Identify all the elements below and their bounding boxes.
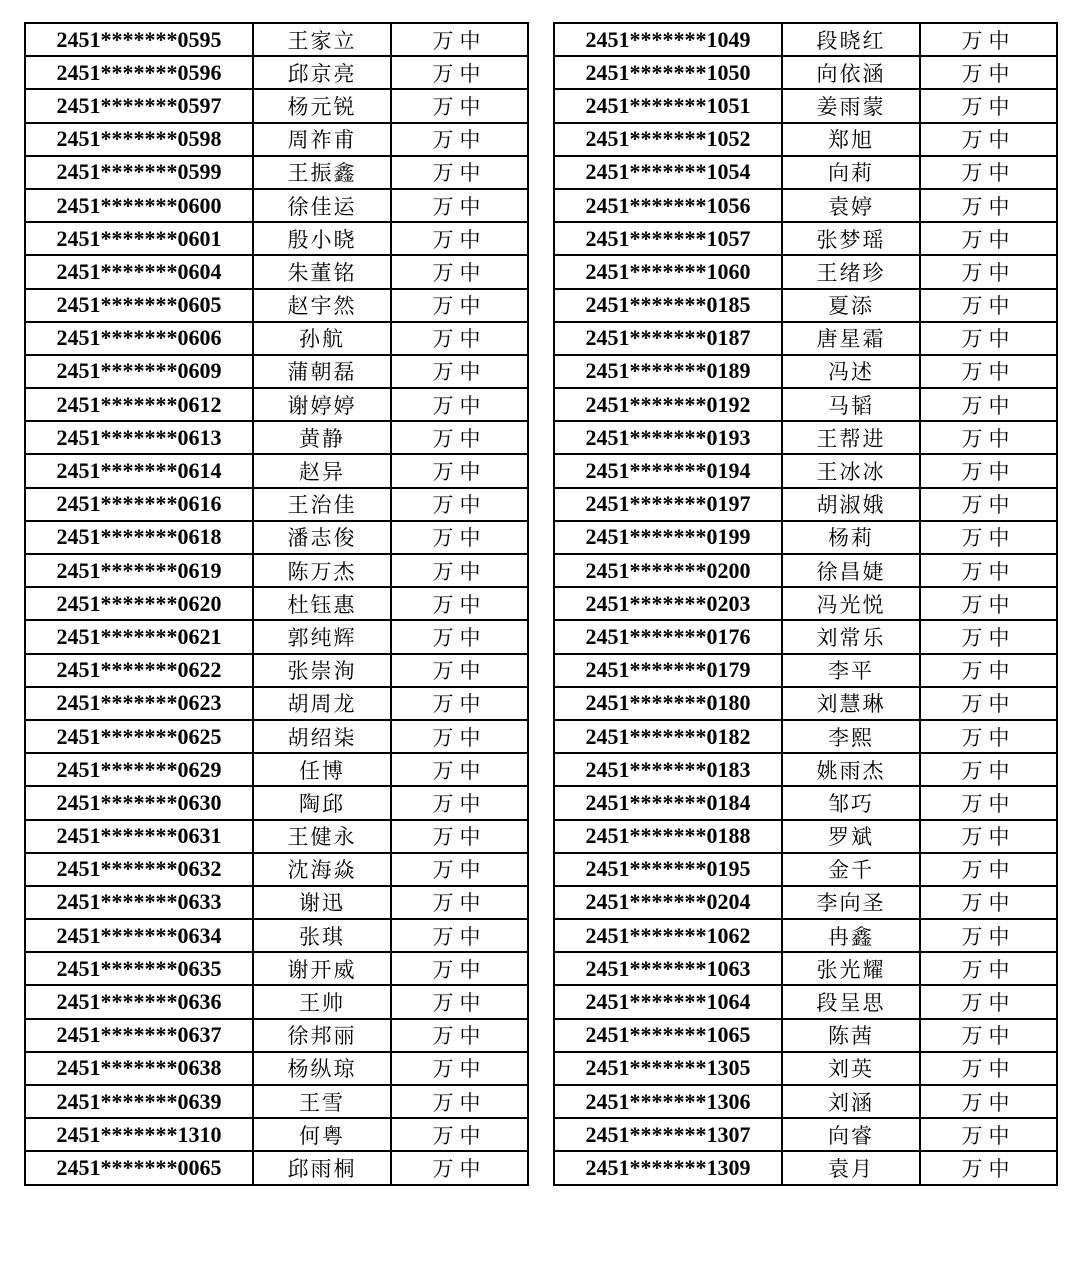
school-cell: 万中 — [920, 189, 1057, 222]
exam-id-cell: 2451*******1064 — [554, 985, 782, 1018]
student-name-cell: 郑旭 — [782, 123, 920, 156]
student-name-cell: 马韬 — [782, 388, 920, 421]
table-row — [25, 488, 528, 521]
school-cell: 万中 — [920, 289, 1057, 322]
school-cell: 万中 — [920, 454, 1057, 487]
table-row — [554, 554, 1057, 587]
table-row — [554, 985, 1057, 1018]
student-name-cell: 胡淑娥 — [782, 488, 920, 521]
table-row — [554, 620, 1057, 653]
student-name-cell: 刘慧琳 — [782, 687, 920, 720]
school-cell: 万中 — [920, 1151, 1057, 1184]
student-name-cell: 蒲朝磊 — [253, 355, 391, 388]
school-cell: 万中 — [920, 886, 1057, 919]
exam-id-cell: 2451*******0634 — [25, 919, 253, 952]
exam-id-cell: 2451*******0629 — [25, 753, 253, 786]
table-row — [25, 454, 528, 487]
table-row — [554, 222, 1057, 255]
table-row — [554, 56, 1057, 89]
table-row — [554, 820, 1057, 853]
school-cell: 万中 — [920, 255, 1057, 288]
table-row — [25, 886, 528, 919]
table-row — [554, 919, 1057, 952]
exam-id-cell: 2451*******1306 — [554, 1085, 782, 1118]
school-cell: 万中 — [920, 222, 1057, 255]
school-cell: 万中 — [920, 56, 1057, 89]
table-row — [25, 255, 528, 288]
school-cell: 万中 — [391, 753, 528, 786]
table-row — [25, 388, 528, 421]
table-row — [554, 753, 1057, 786]
student-name-cell: 张光耀 — [782, 952, 920, 985]
table-row — [554, 1151, 1057, 1184]
table-row — [25, 56, 528, 89]
table-row — [554, 89, 1057, 122]
table-row — [25, 289, 528, 322]
school-cell: 万中 — [920, 786, 1057, 819]
student-name-cell: 赵异 — [253, 454, 391, 487]
school-cell: 万中 — [920, 23, 1057, 56]
school-cell: 万中 — [391, 654, 528, 687]
exam-id-cell: 2451*******1309 — [554, 1151, 782, 1184]
student-name-cell: 徐邦丽 — [253, 1019, 391, 1052]
table-row — [554, 786, 1057, 819]
student-name-cell: 唐星霜 — [782, 322, 920, 355]
exam-id-cell: 2451*******0625 — [25, 720, 253, 753]
table-row — [25, 1019, 528, 1052]
school-cell: 万中 — [391, 488, 528, 521]
school-cell: 万中 — [391, 952, 528, 985]
exam-id-cell: 2451*******0601 — [25, 222, 253, 255]
student-name-cell: 袁婷 — [782, 189, 920, 222]
table-row — [25, 654, 528, 687]
exam-id-cell: 2451*******0606 — [25, 322, 253, 355]
student-name-cell: 郭纯辉 — [253, 620, 391, 653]
exam-id-cell: 2451*******0188 — [554, 820, 782, 853]
table-row — [554, 388, 1057, 421]
student-name-cell: 罗斌 — [782, 820, 920, 853]
table-row — [554, 454, 1057, 487]
student-name-cell: 胡周龙 — [253, 687, 391, 720]
table-row — [25, 23, 528, 56]
student-name-cell: 陈万杰 — [253, 554, 391, 587]
table-row — [554, 720, 1057, 753]
exam-id-cell: 2451*******0596 — [25, 56, 253, 89]
student-name-cell: 何粤 — [253, 1118, 391, 1151]
student-name-cell: 任博 — [253, 753, 391, 786]
table-row — [25, 820, 528, 853]
school-cell: 万中 — [920, 156, 1057, 189]
exam-id-cell: 2451*******0614 — [25, 454, 253, 487]
table-row — [25, 687, 528, 720]
school-cell: 万中 — [391, 820, 528, 853]
table-row — [554, 654, 1057, 687]
table-row — [554, 23, 1057, 56]
school-cell: 万中 — [920, 421, 1057, 454]
exam-id-cell: 2451*******0179 — [554, 654, 782, 687]
exam-id-cell: 2451*******0604 — [25, 255, 253, 288]
table-row — [25, 1151, 528, 1184]
school-cell: 万中 — [391, 886, 528, 919]
school-cell: 万中 — [920, 654, 1057, 687]
table-row — [25, 156, 528, 189]
student-name-cell: 谢迅 — [253, 886, 391, 919]
student-name-cell: 孙航 — [253, 322, 391, 355]
school-cell: 万中 — [920, 1052, 1057, 1085]
exam-id-cell: 2451*******0599 — [25, 156, 253, 189]
student-name-cell: 袁月 — [782, 1151, 920, 1184]
exam-id-cell: 2451*******0612 — [25, 388, 253, 421]
table-row — [25, 1118, 528, 1151]
student-name-cell: 刘涵 — [782, 1085, 920, 1118]
table-row — [25, 753, 528, 786]
table-row — [554, 521, 1057, 554]
exam-id-cell: 2451*******0605 — [25, 289, 253, 322]
student-name-cell: 杨莉 — [782, 521, 920, 554]
table-row — [554, 421, 1057, 454]
school-cell: 万中 — [391, 554, 528, 587]
school-cell: 万中 — [920, 687, 1057, 720]
school-cell: 万中 — [391, 919, 528, 952]
school-cell: 万中 — [920, 587, 1057, 620]
table-row — [554, 255, 1057, 288]
exam-id-cell: 2451*******0631 — [25, 820, 253, 853]
school-cell: 万中 — [391, 322, 528, 355]
student-name-cell: 王健永 — [253, 820, 391, 853]
school-cell: 万中 — [391, 521, 528, 554]
school-cell: 万中 — [391, 255, 528, 288]
exam-id-cell: 2451*******1307 — [554, 1118, 782, 1151]
student-name-cell: 沈海焱 — [253, 853, 391, 886]
exam-id-cell: 2451*******0637 — [25, 1019, 253, 1052]
table-row — [25, 355, 528, 388]
school-cell: 万中 — [920, 1118, 1057, 1151]
exam-id-cell: 2451*******0597 — [25, 89, 253, 122]
school-cell: 万中 — [391, 123, 528, 156]
table-row — [554, 587, 1057, 620]
table-row — [25, 1085, 528, 1118]
student-name-cell: 周祚甫 — [253, 123, 391, 156]
exam-id-cell: 2451*******0065 — [25, 1151, 253, 1184]
student-name-cell: 刘常乐 — [782, 620, 920, 653]
table-row — [554, 952, 1057, 985]
student-name-cell: 邱雨桐 — [253, 1151, 391, 1184]
table-row — [25, 421, 528, 454]
table-row — [25, 720, 528, 753]
student-name-cell: 杨元锐 — [253, 89, 391, 122]
exam-id-cell: 2451*******0176 — [554, 620, 782, 653]
school-cell: 万中 — [920, 720, 1057, 753]
exam-id-cell: 2451*******1054 — [554, 156, 782, 189]
school-cell: 万中 — [391, 1118, 528, 1151]
school-cell: 万中 — [920, 1085, 1057, 1118]
exam-id-cell: 2451*******0189 — [554, 355, 782, 388]
table-row — [554, 189, 1057, 222]
school-cell: 万中 — [391, 687, 528, 720]
school-cell: 万中 — [391, 222, 528, 255]
table-row — [554, 1052, 1057, 1085]
student-name-cell: 金千 — [782, 853, 920, 886]
school-cell: 万中 — [391, 720, 528, 753]
school-cell: 万中 — [920, 820, 1057, 853]
roster-table-right — [553, 22, 1058, 1186]
exam-id-cell: 2451*******0197 — [554, 488, 782, 521]
roster-body-right — [554, 23, 1057, 1185]
table-row — [554, 322, 1057, 355]
school-cell: 万中 — [391, 56, 528, 89]
student-name-cell: 陈茜 — [782, 1019, 920, 1052]
table-row — [25, 189, 528, 222]
exam-id-cell: 2451*******0203 — [554, 587, 782, 620]
student-name-cell: 黄静 — [253, 421, 391, 454]
exam-id-cell: 2451*******1062 — [554, 919, 782, 952]
student-name-cell: 杜钰惠 — [253, 587, 391, 620]
school-cell: 万中 — [920, 753, 1057, 786]
exam-id-cell: 2451*******0195 — [554, 853, 782, 886]
student-name-cell: 徐昌婕 — [782, 554, 920, 587]
exam-id-cell: 2451*******1063 — [554, 952, 782, 985]
exam-id-cell: 2451*******1057 — [554, 222, 782, 255]
school-cell: 万中 — [391, 89, 528, 122]
student-name-cell: 王治佳 — [253, 488, 391, 521]
exam-id-cell: 2451*******0199 — [554, 521, 782, 554]
exam-id-cell: 2451*******0613 — [25, 421, 253, 454]
exam-id-cell: 2451*******0185 — [554, 289, 782, 322]
student-name-cell: 夏添 — [782, 289, 920, 322]
student-name-cell: 刘英 — [782, 1052, 920, 1085]
school-cell: 万中 — [920, 123, 1057, 156]
school-cell: 万中 — [391, 421, 528, 454]
table-row — [25, 786, 528, 819]
table-row — [25, 853, 528, 886]
student-name-cell: 王冰冰 — [782, 454, 920, 487]
exam-id-cell: 2451*******0619 — [25, 554, 253, 587]
table-row — [25, 89, 528, 122]
school-cell: 万中 — [391, 1151, 528, 1184]
student-name-cell: 冯光悦 — [782, 587, 920, 620]
student-name-cell: 段晓红 — [782, 23, 920, 56]
school-cell: 万中 — [920, 521, 1057, 554]
school-cell: 万中 — [391, 1052, 528, 1085]
student-name-cell: 王帅 — [253, 985, 391, 1018]
student-name-cell: 李平 — [782, 654, 920, 687]
exam-id-cell: 2451*******0182 — [554, 720, 782, 753]
student-name-cell: 王雪 — [253, 1085, 391, 1118]
table-row — [554, 156, 1057, 189]
exam-id-cell: 2451*******0595 — [25, 23, 253, 56]
student-name-cell: 姚雨杰 — [782, 753, 920, 786]
student-name-cell: 潘志俊 — [253, 521, 391, 554]
exam-id-cell: 2451*******1065 — [554, 1019, 782, 1052]
student-name-cell: 王振鑫 — [253, 156, 391, 189]
exam-id-cell: 2451*******0193 — [554, 421, 782, 454]
school-cell: 万中 — [391, 985, 528, 1018]
student-name-cell: 张崇洵 — [253, 654, 391, 687]
school-cell: 万中 — [391, 1085, 528, 1118]
school-cell: 万中 — [920, 488, 1057, 521]
table-row — [554, 1118, 1057, 1151]
table-row — [25, 222, 528, 255]
exam-id-cell: 2451*******0194 — [554, 454, 782, 487]
exam-id-cell: 2451*******0598 — [25, 123, 253, 156]
school-cell: 万中 — [920, 985, 1057, 1018]
table-row — [554, 355, 1057, 388]
table-row — [554, 1019, 1057, 1052]
student-name-cell: 朱董铭 — [253, 255, 391, 288]
school-cell: 万中 — [391, 189, 528, 222]
student-name-cell: 冯述 — [782, 355, 920, 388]
table-row — [25, 322, 528, 355]
exam-id-cell: 2451*******1050 — [554, 56, 782, 89]
school-cell: 万中 — [391, 289, 528, 322]
exam-id-cell: 2451*******0632 — [25, 853, 253, 886]
exam-id-cell: 2451*******0623 — [25, 687, 253, 720]
exam-id-cell: 2451*******0630 — [25, 786, 253, 819]
school-cell: 万中 — [391, 620, 528, 653]
student-name-cell: 殷小晓 — [253, 222, 391, 255]
table-row — [25, 952, 528, 985]
school-cell: 万中 — [391, 1019, 528, 1052]
exam-id-cell: 2451*******1056 — [554, 189, 782, 222]
school-cell: 万中 — [920, 620, 1057, 653]
student-name-cell: 段呈思 — [782, 985, 920, 1018]
school-cell: 万中 — [391, 388, 528, 421]
roster-table-left — [24, 22, 529, 1186]
school-cell: 万中 — [920, 952, 1057, 985]
student-name-cell: 王帮进 — [782, 421, 920, 454]
exam-id-cell: 2451*******0616 — [25, 488, 253, 521]
school-cell: 万中 — [391, 23, 528, 56]
table-row — [554, 123, 1057, 156]
school-cell: 万中 — [920, 388, 1057, 421]
student-name-cell: 向莉 — [782, 156, 920, 189]
table-row — [25, 554, 528, 587]
student-name-cell: 李熙 — [782, 720, 920, 753]
exam-id-cell: 2451*******1052 — [554, 123, 782, 156]
table-row — [554, 1085, 1057, 1118]
table-row — [25, 919, 528, 952]
school-cell: 万中 — [920, 554, 1057, 587]
student-name-cell: 邱京亮 — [253, 56, 391, 89]
student-name-cell: 杨纵琼 — [253, 1052, 391, 1085]
exam-id-cell: 2451*******0200 — [554, 554, 782, 587]
student-name-cell: 李向圣 — [782, 886, 920, 919]
exam-id-cell: 2451*******1305 — [554, 1052, 782, 1085]
table-row — [554, 488, 1057, 521]
roster-body-left — [25, 23, 528, 1185]
exam-id-cell: 2451*******0622 — [25, 654, 253, 687]
exam-id-cell: 2451*******1310 — [25, 1118, 253, 1151]
student-name-cell: 冉鑫 — [782, 919, 920, 952]
student-name-cell: 向睿 — [782, 1118, 920, 1151]
school-cell: 万中 — [391, 786, 528, 819]
exam-id-cell: 2451*******0635 — [25, 952, 253, 985]
school-cell: 万中 — [920, 322, 1057, 355]
table-row — [554, 289, 1057, 322]
exam-id-cell: 2451*******1051 — [554, 89, 782, 122]
exam-id-cell: 2451*******0204 — [554, 886, 782, 919]
student-name-cell: 谢婷婷 — [253, 388, 391, 421]
school-cell: 万中 — [391, 355, 528, 388]
school-cell: 万中 — [920, 89, 1057, 122]
school-cell: 万中 — [391, 156, 528, 189]
school-cell: 万中 — [920, 1019, 1057, 1052]
student-name-cell: 赵宇然 — [253, 289, 391, 322]
student-name-cell: 张琪 — [253, 919, 391, 952]
student-name-cell: 邹巧 — [782, 786, 920, 819]
exam-id-cell: 2451*******0187 — [554, 322, 782, 355]
exam-id-cell: 2451*******0618 — [25, 521, 253, 554]
table-row — [25, 587, 528, 620]
student-name-cell: 胡绍柒 — [253, 720, 391, 753]
student-name-cell: 王绪珍 — [782, 255, 920, 288]
table-row — [25, 1052, 528, 1085]
school-cell: 万中 — [920, 919, 1057, 952]
student-name-cell: 向依涵 — [782, 56, 920, 89]
exam-id-cell: 2451*******0620 — [25, 587, 253, 620]
table-row — [554, 886, 1057, 919]
school-cell: 万中 — [920, 853, 1057, 886]
exam-id-cell: 2451*******0183 — [554, 753, 782, 786]
table-row — [25, 123, 528, 156]
table-row — [25, 985, 528, 1018]
exam-id-cell: 2451*******0600 — [25, 189, 253, 222]
exam-id-cell: 2451*******0192 — [554, 388, 782, 421]
exam-id-cell: 2451*******0636 — [25, 985, 253, 1018]
student-name-cell: 姜雨蒙 — [782, 89, 920, 122]
exam-id-cell: 2451*******0609 — [25, 355, 253, 388]
exam-id-cell: 2451*******1049 — [554, 23, 782, 56]
exam-id-cell: 2451*******0638 — [25, 1052, 253, 1085]
exam-id-cell: 2451*******1060 — [554, 255, 782, 288]
table-row — [554, 687, 1057, 720]
student-name-cell: 谢开威 — [253, 952, 391, 985]
school-cell: 万中 — [391, 587, 528, 620]
exam-id-cell: 2451*******0184 — [554, 786, 782, 819]
table-row — [25, 620, 528, 653]
table-row — [25, 521, 528, 554]
school-cell: 万中 — [391, 454, 528, 487]
exam-id-cell: 2451*******0180 — [554, 687, 782, 720]
exam-id-cell: 2451*******0621 — [25, 620, 253, 653]
school-cell: 万中 — [391, 853, 528, 886]
table-row — [554, 853, 1057, 886]
exam-id-cell: 2451*******0633 — [25, 886, 253, 919]
student-name-cell: 王家立 — [253, 23, 391, 56]
student-name-cell: 张梦瑶 — [782, 222, 920, 255]
exam-id-cell: 2451*******0639 — [25, 1085, 253, 1118]
student-name-cell: 徐佳运 — [253, 189, 391, 222]
student-name-cell: 陶邱 — [253, 786, 391, 819]
school-cell: 万中 — [920, 355, 1057, 388]
